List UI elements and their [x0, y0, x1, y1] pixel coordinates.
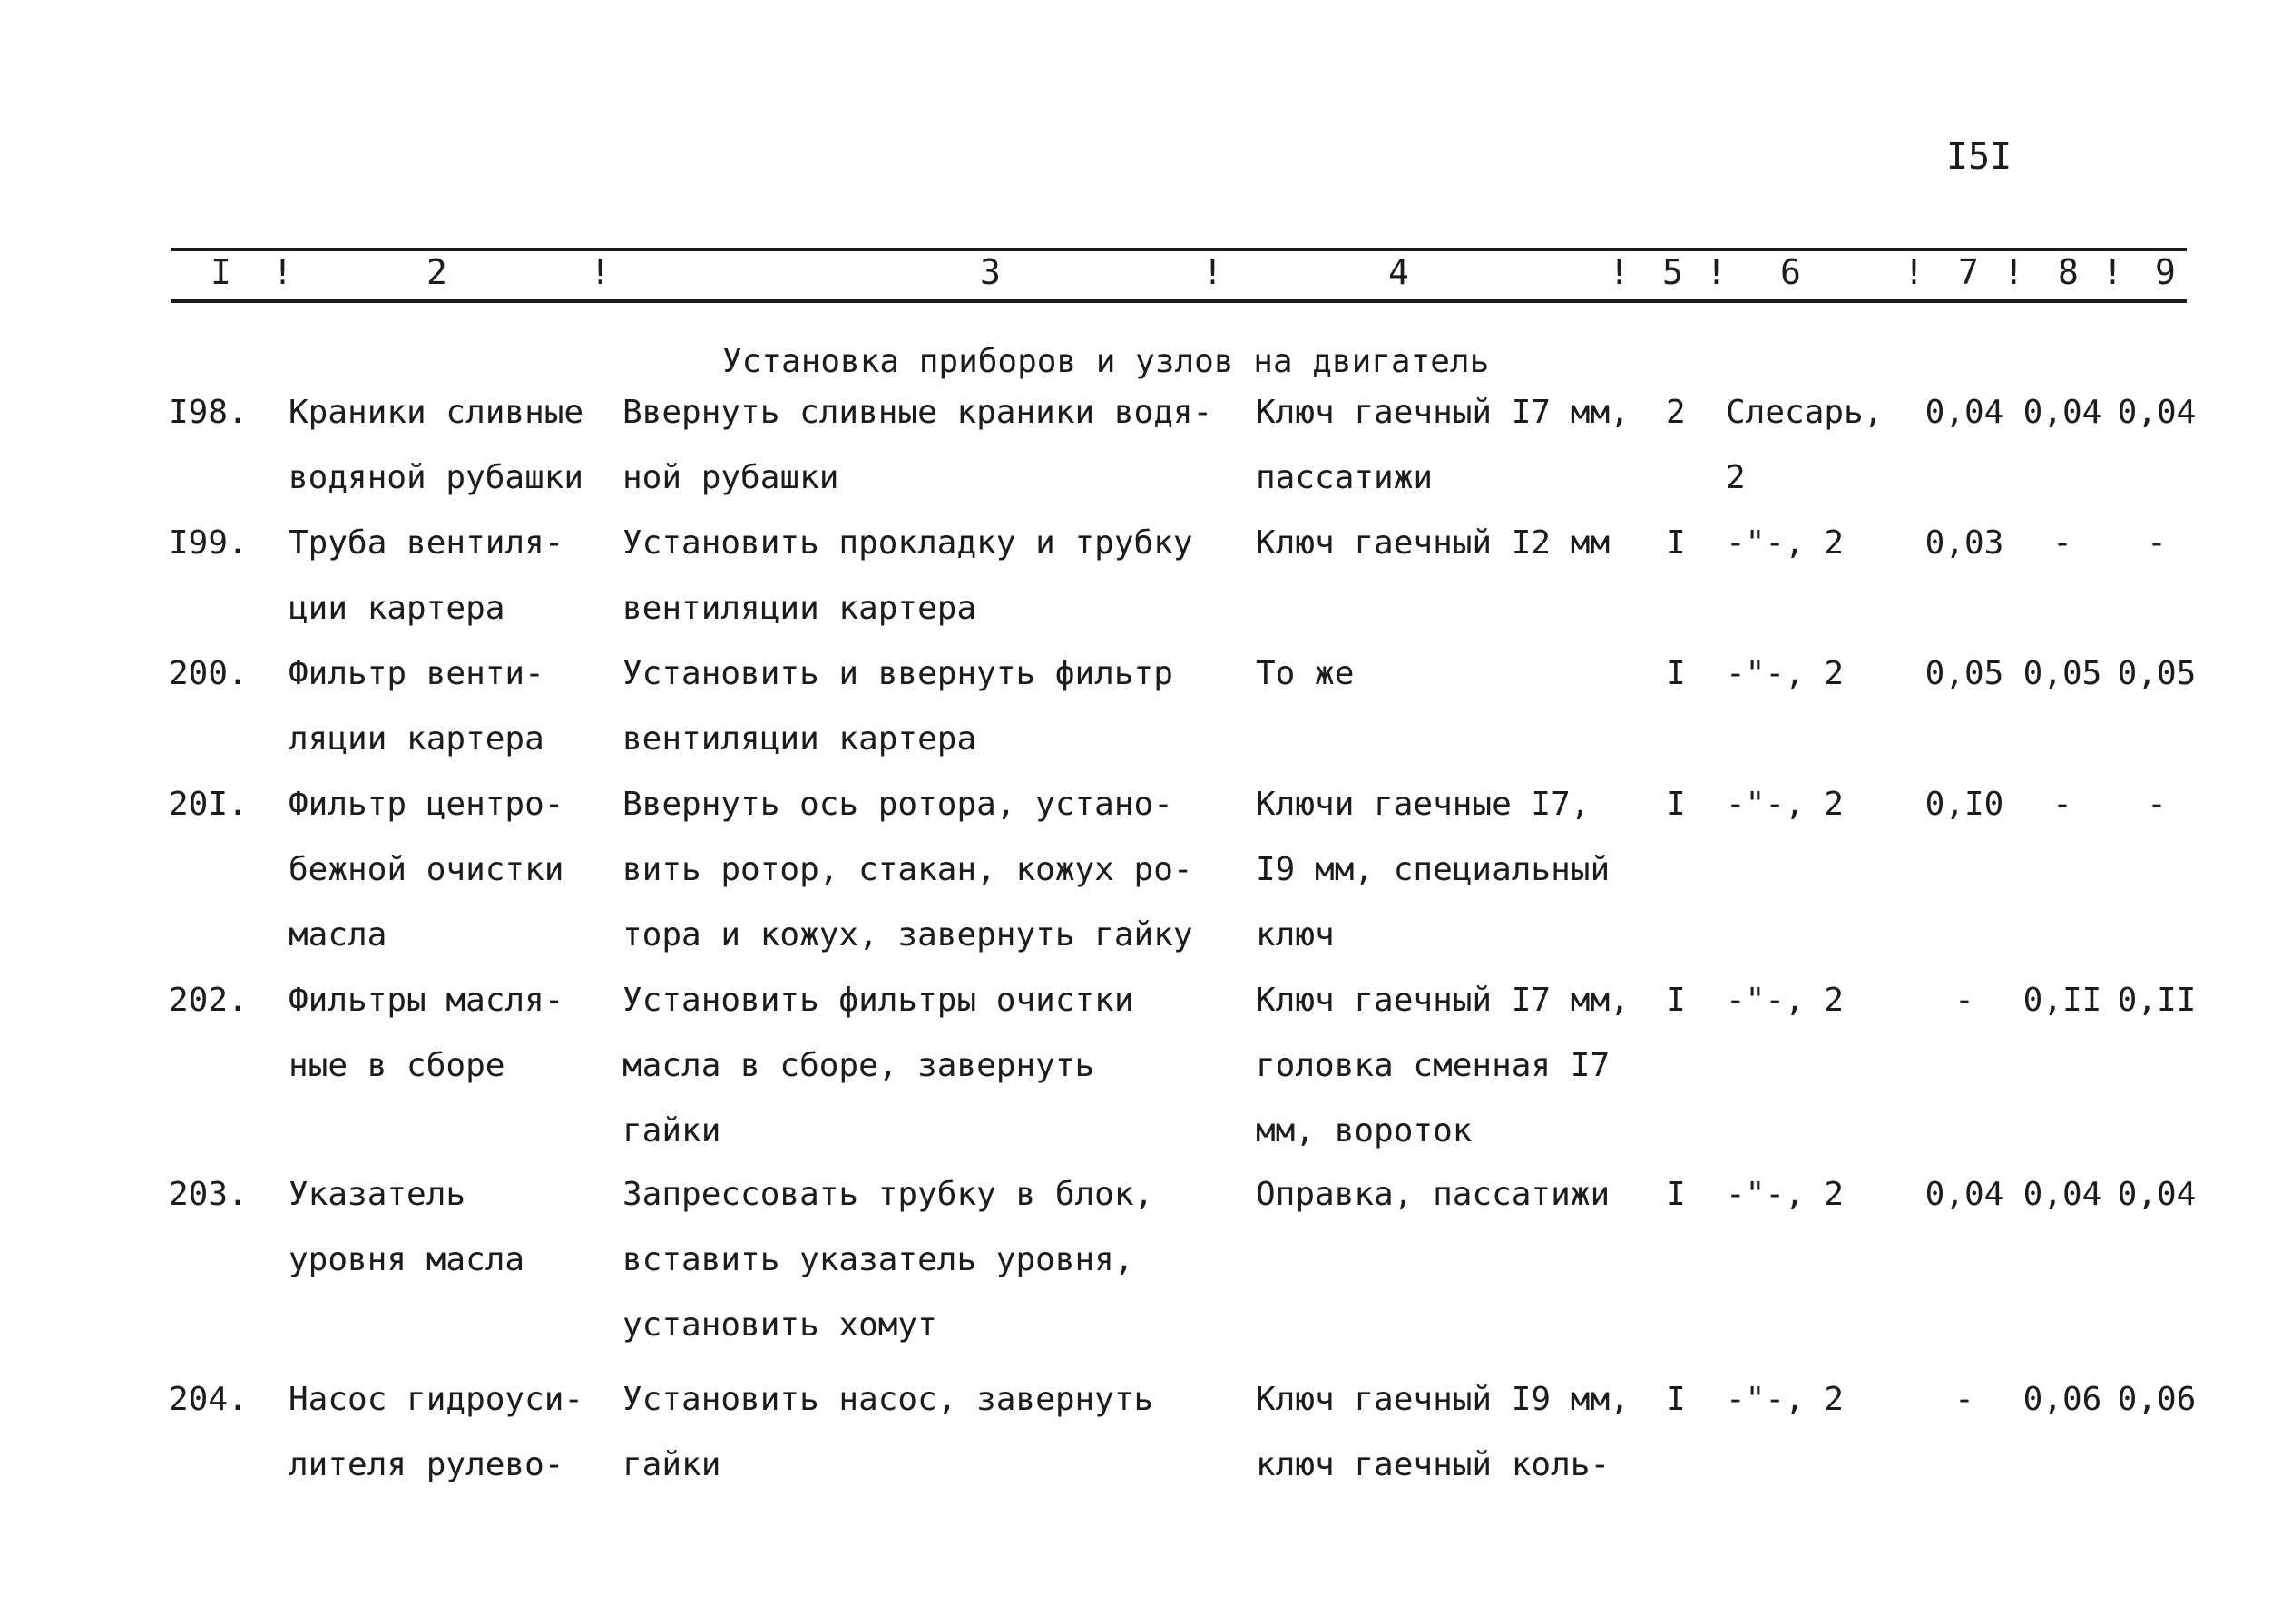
operation-line: Ввернуть сливные краники водя-: [622, 394, 1213, 431]
col-7-value: 0,04: [1924, 394, 2004, 431]
item-name-line: Фильтр центро-: [289, 786, 564, 823]
header-separator: !: [272, 252, 293, 292]
header-separator: !: [590, 252, 611, 292]
row-number: 20I.: [169, 786, 248, 823]
tools-line: ключ гаечный коль-: [1256, 1446, 1611, 1483]
col-7-value: -: [1954, 982, 1974, 1019]
col-9-value: 0,II: [2117, 982, 2197, 1019]
operation-line: гайки: [622, 1446, 721, 1483]
tools-line: Ключи гаечные I7,: [1256, 786, 1591, 823]
table-header-top-rule: [171, 248, 2187, 251]
header-col-8: 8: [2058, 252, 2079, 292]
quantity-value: I: [1666, 1381, 1686, 1418]
operation-line: Установить фильтры очистки: [622, 982, 1134, 1019]
col-8-value: -: [2052, 524, 2072, 562]
worker-line: -"-, 2: [1726, 655, 1845, 692]
item-name-line: Фильтры масля-: [289, 982, 564, 1019]
worker-line: -"-, 2: [1726, 1176, 1845, 1213]
header-separator: !: [1609, 252, 1630, 292]
col-7-value: 0,05: [1924, 655, 2004, 692]
operation-line: гайки: [622, 1112, 721, 1150]
header-col-4: 4: [1388, 252, 1409, 292]
operation-line: Запрессовать трубку в блок,: [622, 1176, 1154, 1213]
tools-line: Ключ гаечный I2 мм: [1256, 524, 1611, 562]
operation-line: вентиляции картера: [622, 720, 977, 758]
operation-line: вить ротор, стакан, кожух ро-: [622, 851, 1193, 888]
item-name-line: бежной очистки: [289, 851, 564, 888]
operation-line: Установить и ввернуть фильтр: [622, 655, 1173, 692]
item-name-line: Фильтр венти-: [289, 655, 544, 692]
operation-line: Установить насос, завернуть: [622, 1381, 1154, 1418]
quantity-value: I: [1666, 982, 1686, 1019]
col-9-value: 0,06: [2117, 1381, 2197, 1418]
col-8-value: 0,04: [2022, 394, 2102, 431]
operation-line: вентиляции картера: [622, 590, 977, 627]
header-col-1: I: [211, 252, 231, 292]
row-number: 204.: [169, 1381, 248, 1418]
header-col-3: 3: [980, 252, 1001, 292]
col-7-value: 0,03: [1924, 524, 2004, 562]
table-header-bottom-rule: [171, 299, 2187, 303]
col-7-value: 0,I0: [1924, 786, 2004, 823]
row-number: 202.: [169, 982, 248, 1019]
tools-line: пассатижи: [1256, 459, 1434, 496]
worker-line: Слесарь,: [1726, 394, 1884, 431]
operation-line: Установить прокладку и трубку: [622, 524, 1193, 562]
col-9-value: 0,04: [2117, 394, 2197, 431]
quantity-value: 2: [1666, 394, 1686, 431]
item-name-line: лителя рулево-: [289, 1446, 564, 1483]
item-name-line: Труба вентиля-: [289, 524, 564, 562]
col-9-value: -: [2147, 786, 2167, 823]
item-name-line: масла: [289, 916, 387, 954]
col-8-value: -: [2052, 786, 2072, 823]
item-name-line: уровня масла: [289, 1241, 525, 1278]
header-col-7: 7: [1958, 252, 1979, 292]
tools-line: мм, вороток: [1256, 1112, 1473, 1150]
tools-line: Ключ гаечный I7 мм,: [1256, 394, 1630, 431]
header-separator: !: [1706, 252, 1727, 292]
col-8-value: 0,05: [2022, 655, 2102, 692]
header-separator: !: [1202, 252, 1223, 292]
worker-line: -"-, 2: [1726, 524, 1845, 562]
header-separator: !: [2003, 252, 2024, 292]
header-col-5: 5: [1662, 252, 1683, 292]
item-name-line: Краники сливные: [289, 394, 584, 431]
item-name-line: ляции картера: [289, 720, 544, 758]
section-title: Установка приборов и узлов на двигатель: [722, 343, 1490, 380]
tools-line: I9 мм, специальный: [1256, 851, 1611, 888]
header-col-9: 9: [2155, 252, 2176, 292]
tools-line: Оправка, пассатижи: [1256, 1176, 1611, 1213]
header-col-6: 6: [1780, 252, 1801, 292]
col-7-value: 0,04: [1924, 1176, 2004, 1213]
quantity-value: I: [1666, 524, 1686, 562]
col-9-value: -: [2147, 524, 2167, 562]
row-number: I98.: [169, 394, 248, 431]
header-col-2: 2: [426, 252, 447, 292]
worker-line: -"-, 2: [1726, 1381, 1845, 1418]
header-separator: !: [2102, 252, 2123, 292]
item-name-line: ции картера: [289, 590, 505, 627]
col-8-value: 0,04: [2022, 1176, 2102, 1213]
page-number: I5I: [1946, 136, 2012, 178]
worker-line: -"-, 2: [1726, 982, 1845, 1019]
tools-line: головка сменная I7: [1256, 1047, 1611, 1084]
tools-line: Ключ гаечный I9 мм,: [1256, 1381, 1630, 1418]
operation-line: ной рубашки: [622, 459, 839, 496]
tools-line: То же: [1256, 655, 1355, 692]
operation-line: Ввернуть ось ротора, устано-: [622, 786, 1173, 823]
col-8-value: 0,06: [2022, 1381, 2102, 1418]
col-8-value: 0,II: [2022, 982, 2102, 1019]
quantity-value: I: [1666, 1176, 1686, 1213]
col-9-value: 0,04: [2117, 1176, 2197, 1213]
tools-line: ключ: [1256, 916, 1335, 954]
operation-line: тора и кожух, завернуть гайку: [622, 916, 1193, 954]
header-separator: !: [1904, 252, 1924, 292]
quantity-value: I: [1666, 786, 1686, 823]
item-name-line: водяной рубашки: [289, 459, 584, 496]
row-number: 200.: [169, 655, 248, 692]
quantity-value: I: [1666, 655, 1686, 692]
operation-line: вставить указатель уровня,: [622, 1241, 1134, 1278]
col-9-value: 0,05: [2117, 655, 2197, 692]
item-name-line: Насос гидроуси-: [289, 1381, 584, 1418]
operation-line: установить хомут: [622, 1306, 937, 1344]
col-7-value: -: [1954, 1381, 1974, 1418]
item-name-line: ные в сборе: [289, 1047, 505, 1084]
item-name-line: Указатель: [289, 1176, 466, 1213]
row-number: 203.: [169, 1176, 248, 1213]
row-number: I99.: [169, 524, 248, 562]
worker-line: 2: [1726, 459, 1746, 496]
worker-line: -"-, 2: [1726, 786, 1845, 823]
operation-line: масла в сборе, завернуть: [622, 1047, 1095, 1084]
tools-line: Ключ гаечный I7 мм,: [1256, 982, 1630, 1019]
